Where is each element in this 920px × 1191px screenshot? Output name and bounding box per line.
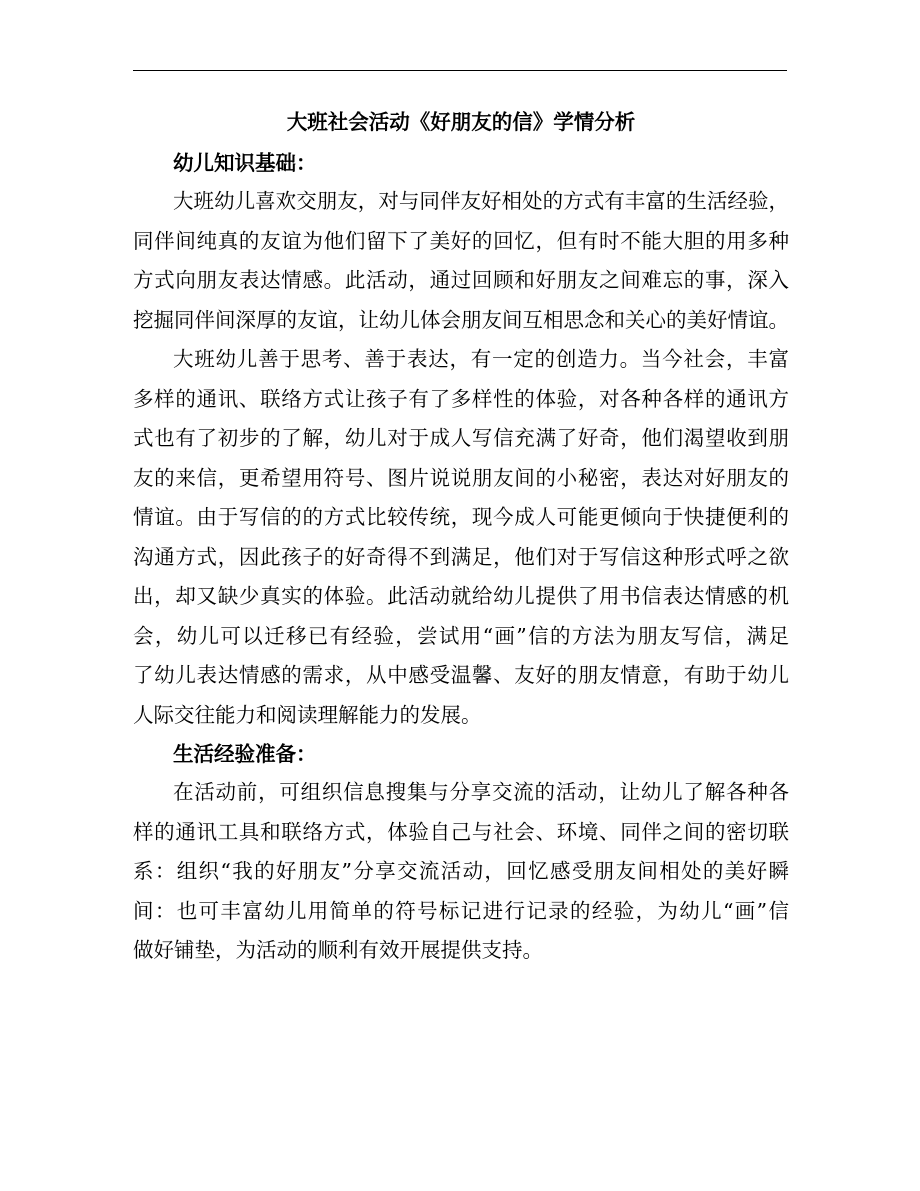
header-rule	[133, 70, 787, 71]
document-title: 大班社会活动《好朋友的信》学情分析	[286, 110, 636, 134]
text-line: 方式向朋友表达情感。此活动，通过回顾和好朋友之间难忘的事，深入	[133, 268, 789, 292]
text-line: 人际交往能力和阅读理解能力的发展。	[133, 702, 482, 727]
paragraph	[133, 340, 789, 735]
text-line: 出，却又缺少真实的体验。此活动就给幼儿提供了用书信表达情感的机	[133, 584, 789, 608]
text-line: 多样的通讯、联络方式让孩子有了多样性的体验，对各种各样的通讯方	[133, 386, 789, 411]
text-line: 系：组织“我的好朋友”分享交流活动，回忆感受朋友间相处的美好瞬	[133, 859, 789, 883]
text-line: 同伴间纯真的友谊为他们留下了美好的回忆，但有时不能大胆的用多种	[133, 228, 789, 253]
paragraph	[133, 182, 789, 340]
section-heading-knowledge: 幼儿知识基础：	[173, 151, 317, 175]
text-line: 间：也可丰富幼儿用简单的符号标记进行记录的经验，为幼儿“画”信	[133, 898, 789, 923]
text-line: 友的来信，更希望用符号、图片说说朋友间的小秘密，表达对好朋友的	[133, 465, 789, 490]
text-line: 情谊。由于写信的的方式比较传统，现今成人可能更倾向于快捷便利的	[133, 505, 789, 529]
text-line: 挖掘同伴间深厚的友谊，让幼儿体会朋友间互相思念和关心的美好情谊。	[133, 307, 789, 332]
text-line: 做好铺垫，为活动的顺利有效开展提供支持。	[133, 938, 543, 962]
text-line: 大班幼儿喜欢交朋友，对与同伴友好相处的方式有丰富的生活经验，	[173, 189, 789, 213]
text-line: 样的通讯工具和联络方式，体验自己与社会、环境、同伴之间的密切联	[133, 819, 789, 844]
text-line: 大班幼儿善于思考、善于表达，有一定的创造力。当今社会，丰富	[173, 347, 789, 371]
paragraph	[133, 773, 789, 971]
text-line: 式也有了初步的了解，幼儿对于成人写信充满了好奇，他们渴望收到朋	[133, 426, 789, 450]
document-body	[133, 100, 789, 971]
text-line: 会，幼儿可以迁移已有经验，尝试用“画”信的方法为朋友写信，满足	[133, 623, 789, 648]
text-line: 了幼儿表达情感的需求，从中感受温馨、友好的朋友情意，有助于幼儿	[133, 663, 789, 687]
text-line: 在活动前，可组织信息搜集与分享交流的活动，让幼儿了解各种各	[173, 780, 789, 804]
section-heading-experience: 生活经验准备：	[173, 742, 317, 766]
text-line: 沟通方式，因此孩子的好奇得不到满足，他们对于写信这种形式呼之欲	[133, 544, 789, 569]
